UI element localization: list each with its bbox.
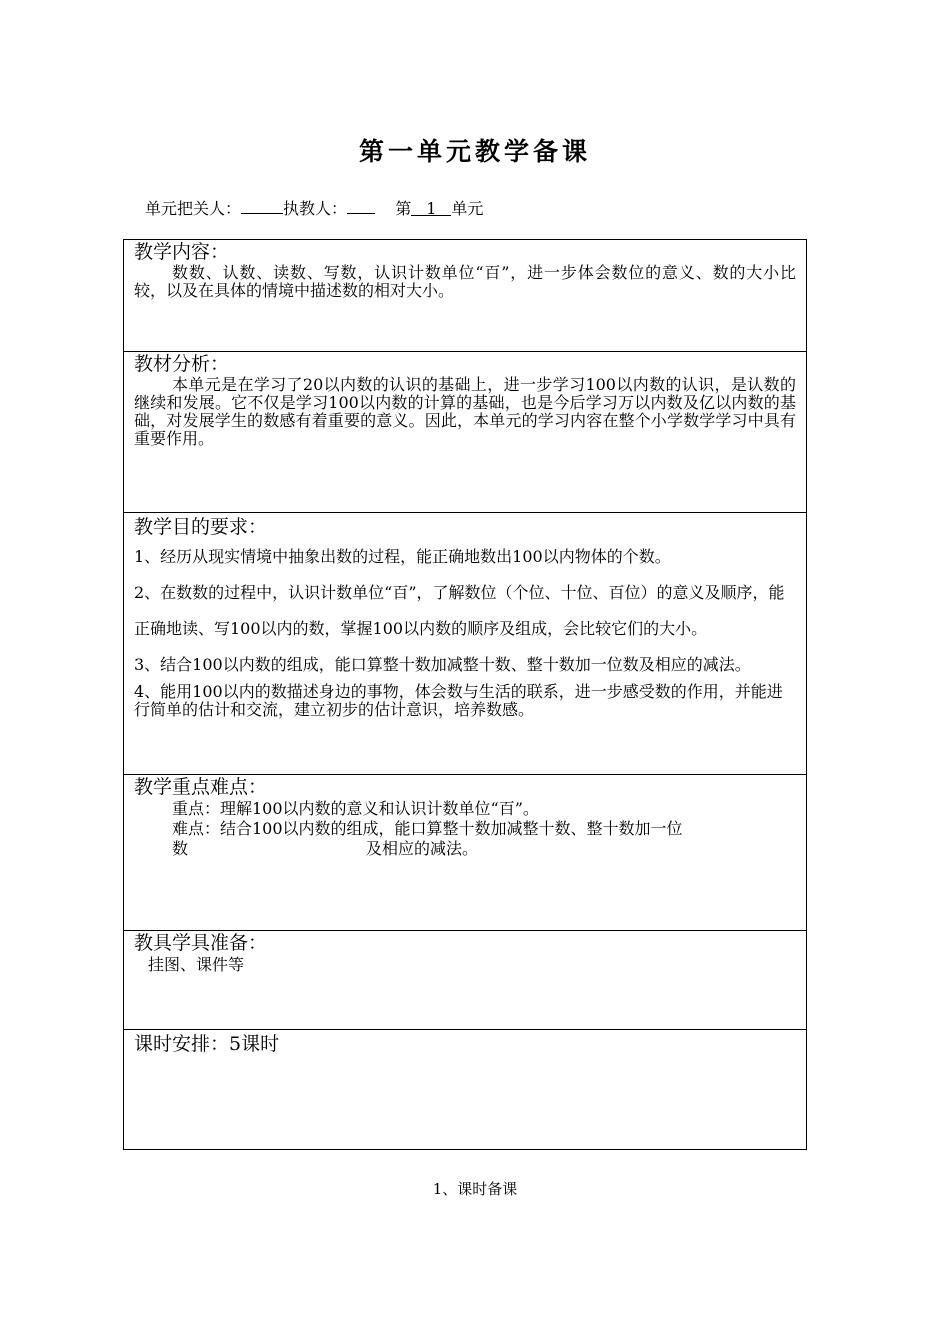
goal-item-4: 4、能用100以内的数描述身边的事物，体会数与生活的联系，进一步感受数的作用，并能进行简单的估计和交流，建立初步的估计意识，培养数感。 [134,682,783,719]
goal-item-3: 3、结合100以内数的组成，能口算整十数加减整十数、整十数加一位数及相应的减法。 [134,655,751,674]
section-key-points [124,775,806,931]
goal-item-2: 2、在数数的过程中，认识计数单位“百”，了解数位（个位、十位、百位）的意义及顺序，能正确地读、写100以内的数，掌握100以内数的顺序及组成，会比较它们的大小。 [134,583,785,638]
unit-meta-line [145,196,483,219]
difficulty-text: 难点：结合100以内数的组成，能口算整十数加减整十数、整十数加一位 [172,819,683,838]
difficulty-text-cont [134,839,796,859]
footer-subtitle: 1、课时备课 [432,1180,518,1198]
lesson-plan-table [123,239,807,1150]
section-content [124,240,806,352]
section-schedule [124,1030,806,1149]
difficulty-cont-right: 及相应的减法。 [366,839,479,858]
section-analysis [124,352,806,513]
section-tools [124,931,806,1030]
key-point-text: 重点：理解100以内数的意义和认识计数单位“百”。 [172,799,539,818]
analysis-heading: 教材分析： [134,353,230,375]
schedule-heading: 课时安排：5课时 [134,1033,280,1055]
tools-text: 挂图、课件等 [148,955,245,974]
page-title: 第一单元教学备课 [358,137,591,166]
section-goals [124,513,806,775]
goal-item-1: 1、经历从现实情境中抽象出数的过程，能正确地数出100以内物体的个数。 [134,547,671,566]
key-points-heading: 教学重点难点： [134,776,268,798]
teacher-blank [347,197,375,214]
difficulty-cont-left: 数 [172,839,189,858]
content-text: 数数、认数、读数、写数，认识计数单位“百”，进一步体会数位的意义、数的大小比较，以及在具体的情境中描述数的相对大小。 [134,263,796,300]
teacher-label: 执教人： [283,199,348,218]
leader-label: 单元把关人： [145,199,242,218]
content-heading: 教学内容： [134,241,230,263]
leader-blank [241,197,283,214]
tools-heading: 教具学具准备： [134,932,268,954]
goals-heading: 教学目的要求： [134,516,268,538]
unit-number: 1 [411,199,451,216]
unit-prefix: 第 [395,199,412,218]
unit-suffix: 单元 [451,199,484,218]
analysis-text: 本单元是在学习了20以内数的认识的基础上，进一步学习100以内数的认识，是认数的继续和发展。它不仅是学习100以内数的计算的基础，也是今后学习万以内数及亿以内数的基础，对发展学生的数感有着重要的意义。因此，本单元的学习内容在整个小学数学学习中具有重要作用。 [134,375,796,448]
